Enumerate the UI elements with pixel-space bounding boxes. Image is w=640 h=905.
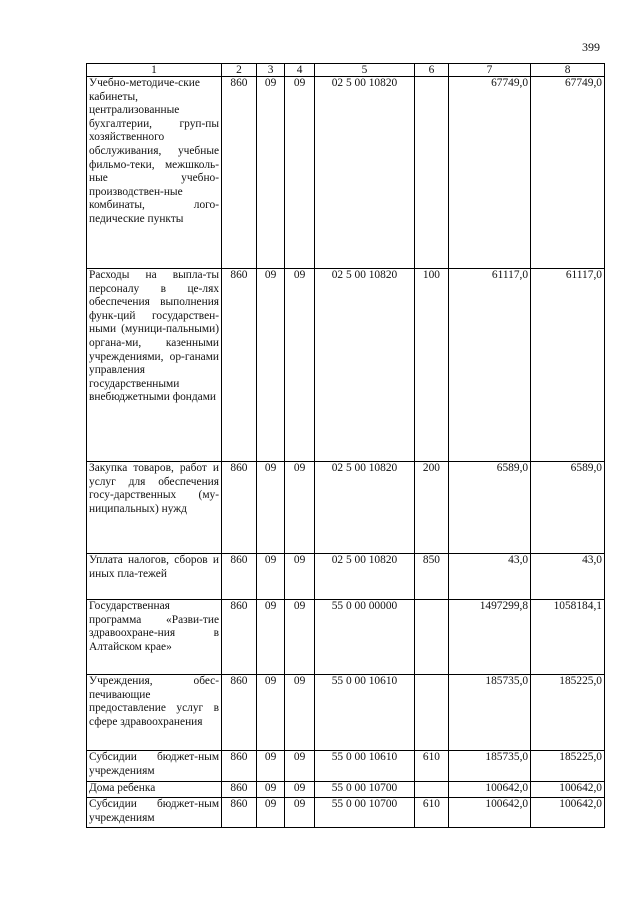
- expense-type-code: 610: [415, 798, 449, 828]
- row-name: Субсидии бюджет-ным учреждениям: [87, 751, 222, 782]
- expense-type-code: [415, 600, 449, 675]
- expense-type-code: 850: [415, 554, 449, 600]
- expense-type-code: 100: [415, 269, 449, 462]
- amount-col7: 43,0: [448, 554, 530, 600]
- amount-col7: 100642,0: [448, 798, 530, 828]
- column-number-4: 4: [285, 64, 315, 77]
- subsection-code: 09: [285, 751, 315, 782]
- table-row: [87, 782, 605, 798]
- target-article-code: 55 0 00 10610: [314, 675, 414, 751]
- subsection-code: 09: [285, 798, 315, 828]
- target-article-code: 55 0 00 10700: [314, 798, 414, 828]
- table-row: [87, 798, 605, 828]
- amount-col7: 61117,0: [448, 269, 530, 462]
- section-code: 09: [256, 600, 284, 675]
- ministry-code: 860: [222, 600, 257, 675]
- section-code: 09: [256, 751, 284, 782]
- expense-type-code: [415, 675, 449, 751]
- section-code: 09: [256, 782, 284, 798]
- ministry-code: 860: [222, 269, 257, 462]
- target-article-code: 55 0 00 00000: [314, 600, 414, 675]
- target-article-code: 02 5 00 10820: [314, 269, 414, 462]
- budget-table: [86, 63, 605, 828]
- target-article-code: 55 0 00 10700: [314, 782, 414, 798]
- column-number-5: 5: [314, 64, 414, 77]
- row-name: Субсидии бюджет-ным учреждениям: [87, 798, 222, 828]
- target-article-code: 02 5 00 10820: [314, 554, 414, 600]
- amount-col7: 6589,0: [448, 462, 530, 554]
- amount-col8: 6589,0: [531, 462, 605, 554]
- table-row: [87, 554, 605, 600]
- table-row: [87, 462, 605, 554]
- subsection-code: 09: [285, 462, 315, 554]
- section-code: 09: [256, 554, 284, 600]
- amount-col7: 100642,0: [448, 782, 530, 798]
- subsection-code: 09: [285, 554, 315, 600]
- column-number-3: 3: [256, 64, 284, 77]
- expense-type-code: 610: [415, 751, 449, 782]
- table-row: [87, 600, 605, 675]
- target-article-code: 02 5 00 10820: [314, 462, 414, 554]
- ministry-code: 860: [222, 782, 257, 798]
- subsection-code: 09: [285, 269, 315, 462]
- section-code: 09: [256, 462, 284, 554]
- column-number-2: 2: [222, 64, 257, 77]
- column-number-1: 1: [87, 64, 222, 77]
- section-code: 09: [256, 77, 284, 269]
- expense-type-code: [415, 782, 449, 798]
- amount-col7: 185735,0: [448, 675, 530, 751]
- expense-type-code: 200: [415, 462, 449, 554]
- row-name: Дома ребенка: [87, 782, 222, 798]
- row-name: Учреждения, обес-печивающие предоставление услуг в сфере здравоохранения: [87, 675, 222, 751]
- amount-col8: 185225,0: [531, 675, 605, 751]
- subsection-code: 09: [285, 675, 315, 751]
- ministry-code: 860: [222, 77, 257, 269]
- row-name: Государственная программа «Разви-тие здравоохране-ния в Алтайском крае»: [87, 600, 222, 675]
- amount-col8: 1058184,1: [531, 600, 605, 675]
- table-header-row: [87, 64, 605, 77]
- section-code: 09: [256, 675, 284, 751]
- target-article-code: 55 0 00 10610: [314, 751, 414, 782]
- table-row: [87, 751, 605, 782]
- column-number-8: 8: [531, 64, 605, 77]
- table-row: [87, 675, 605, 751]
- amount-col7: 1497299,8: [448, 600, 530, 675]
- column-number-6: 6: [415, 64, 449, 77]
- amount-col8: 43,0: [531, 554, 605, 600]
- section-code: 09: [256, 798, 284, 828]
- amount-col8: 100642,0: [531, 782, 605, 798]
- amount-col8: 61117,0: [531, 269, 605, 462]
- page-number: 399: [582, 40, 600, 54]
- row-name: Уплата налогов, сборов и иных пла-тежей: [87, 554, 222, 600]
- row-name: Закупка товаров, работ и услуг для обеспечения госу-дарственных (му-ниципальных) нужд: [87, 462, 222, 554]
- amount-col8: 67749,0: [531, 77, 605, 269]
- section-code: 09: [256, 269, 284, 462]
- ministry-code: 860: [222, 462, 257, 554]
- amount-col8: 100642,0: [531, 798, 605, 828]
- ministry-code: 860: [222, 798, 257, 828]
- ministry-code: 860: [222, 751, 257, 782]
- table-row: [87, 269, 605, 462]
- amount-col7: 185735,0: [448, 751, 530, 782]
- amount-col7: 67749,0: [448, 77, 530, 269]
- target-article-code: 02 5 00 10820: [314, 77, 414, 269]
- subsection-code: 09: [285, 600, 315, 675]
- ministry-code: 860: [222, 675, 257, 751]
- amount-col8: 185225,0: [531, 751, 605, 782]
- row-name: Учебно-методиче-ские кабинеты, централизованные бухгалтерии, груп-пы хозяйственного обслуживания, учебные фильмо-теки, межшколь-ные учебно-производствен-ные комбинаты, лого-педические пункты: [87, 77, 222, 269]
- column-number-7: 7: [448, 64, 530, 77]
- table-row: [87, 77, 605, 269]
- subsection-code: 09: [285, 77, 315, 269]
- row-name: Расходы на выпла-ты персоналу в це-лях обеспечения выполнения функ-ций государствен-ными (муници-пальными) органа-ми, казенными учреждениями, ор-ганами управления государственными внебюджетными фондами: [87, 269, 222, 462]
- subsection-code: 09: [285, 782, 315, 798]
- ministry-code: 860: [222, 554, 257, 600]
- expense-type-code: [415, 77, 449, 269]
